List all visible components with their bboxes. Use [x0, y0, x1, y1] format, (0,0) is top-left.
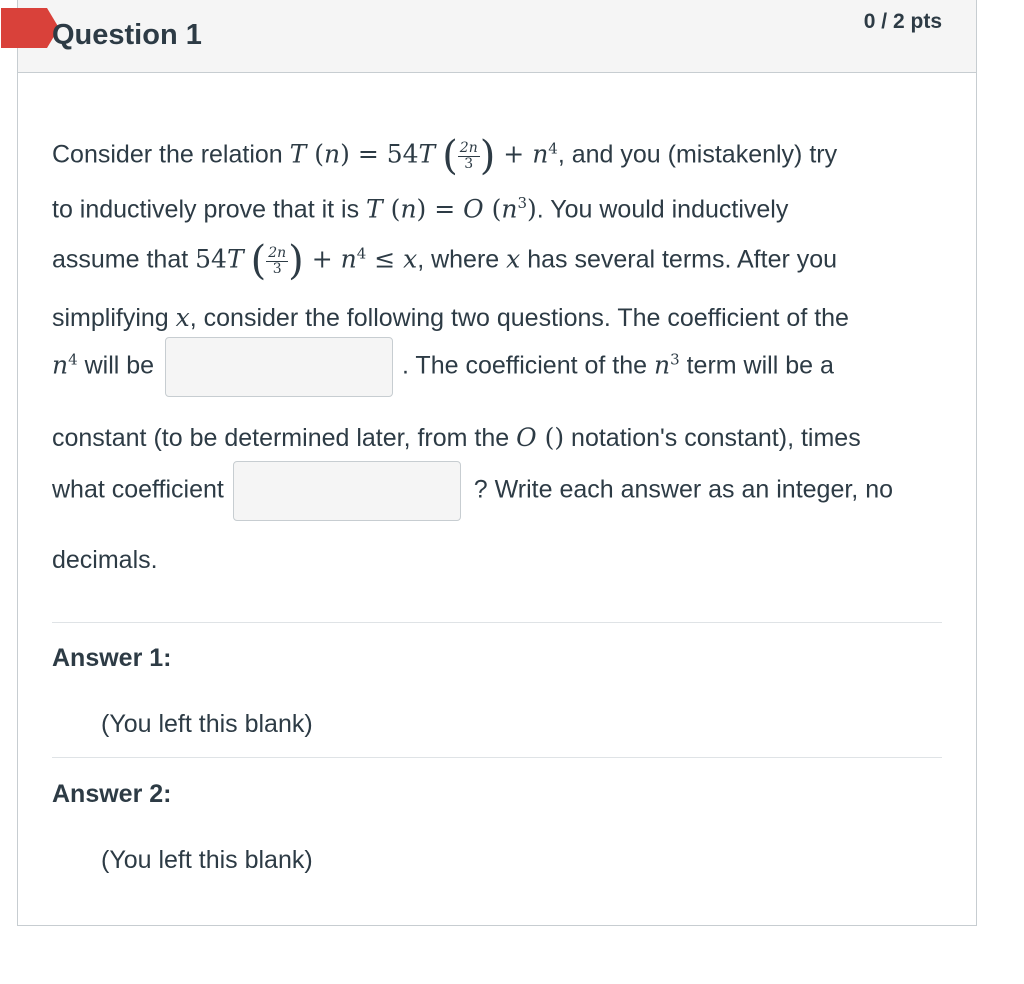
- divider: [52, 622, 942, 623]
- question-text-line-7: what coefficient ? Write each answer as an integer, no: [52, 461, 893, 521]
- question-text-line-8: decimals.: [52, 546, 158, 574]
- question-text-line-3: assume that 54T ( $\frac{2n}{3}$ ) + $n^4 \le x$, where x has several terms. After you: [52, 238, 838, 284]
- question-text-line-6: constant (to be determined later, from the O () notation's constant), times: [52, 423, 861, 452]
- question-title: Question 1: [52, 19, 202, 51]
- answer-1-value: (You left this blank): [101, 710, 313, 738]
- answer-2-value: (You left this blank): [101, 846, 313, 874]
- divider: [52, 757, 942, 758]
- question-text-line-4: simplifying x, consider the following two questions. The coefficient of the: [52, 303, 849, 332]
- answer-2-label: Answer 2:: [52, 780, 172, 808]
- question-points: 0 / 2 pts: [863, 10, 942, 33]
- answer-2-blank[interactable]: [233, 461, 461, 521]
- question-card: [17, 0, 977, 926]
- question-text-line-5: $n^4$ will be . The coefficient of the $n^3$ term will be a: [52, 337, 834, 397]
- question-text-line-2: to inductively prove that it is T (n) = O $(n^3)$. You would inductively: [52, 194, 789, 224]
- answer-1-label: Answer 1:: [52, 644, 172, 672]
- question-text-line-1: Consider the relation T (n) = 54T ( $\frac{2n}{3}$ ) + $n^4$, and you (mistakenly) try: [52, 133, 838, 179]
- answer-1-blank[interactable]: [165, 337, 393, 397]
- question-header: [18, 0, 976, 73]
